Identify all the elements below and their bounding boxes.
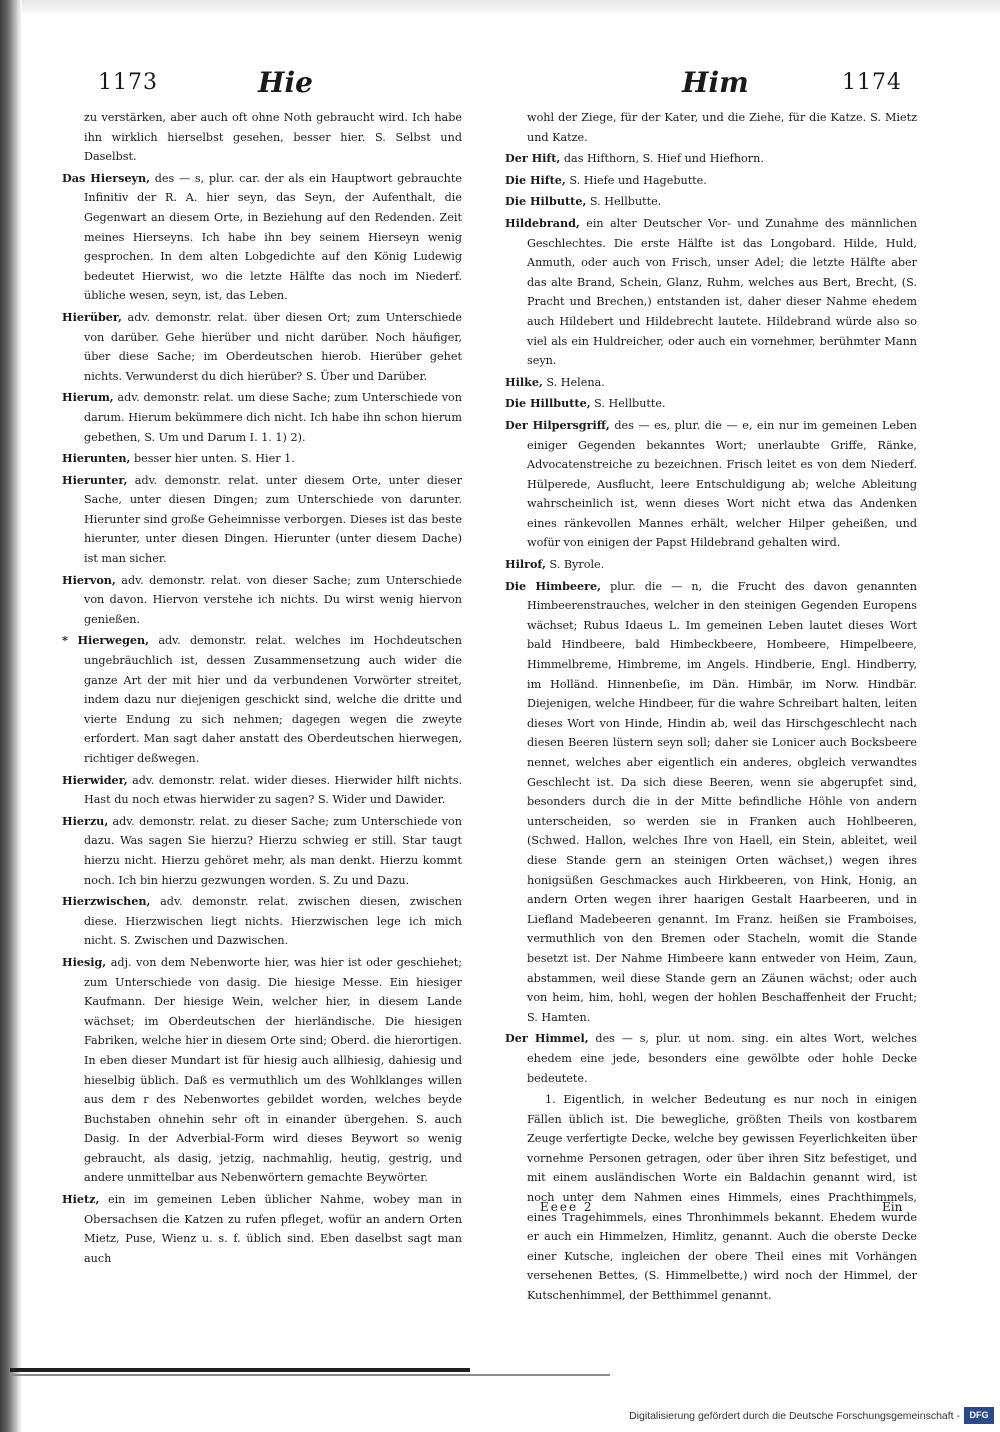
- entry-text: ein alter Deutscher Vor- und Zunahme des männlichen Geschlechtes. Die erste Hälfte ist das Longobard. Hilde, Huld, Anmuth, oder auch von Frisch, unser Adel; die letzte Hälfte aber das alte Brand, Schein, Glanz, Ruhm, welches aus Bert, Brecht, (S. Pracht und Brechen,) entstanden ist, daher dieser Nahme ehedem auch Hildebert und Hildebrecht lautete. Hildebrand würde also so viel als ein Huldreicher, oder auch ein vornehmer, berühmter Mann seyn.: [527, 216, 917, 368]
- right-running-head: Him: [682, 66, 749, 99]
- dictionary-entry: [505, 149, 917, 169]
- entry-headword: Hiesig,: [62, 954, 107, 969]
- right-column: [505, 108, 917, 1308]
- entry-text: zu verstärken, aber auch oft ohne Noth gebraucht wird. Ich habe ihn wirklich hierselbst gesehen, besser hier. S. Selbst und Daselbst.: [84, 111, 462, 164]
- entry-headword: Hierzwischen,: [62, 894, 151, 909]
- entry-text: adv. demonstr. relat. zwischen diesen, zwischen diese. Hierzwischen liegt nichts. Hierzwischen lege ich mich nicht. S. Zwischen und Dazwischen.: [84, 895, 462, 948]
- dfg-logo: DFG: [964, 1407, 994, 1424]
- entry-text: besser hier unten. S. Hier 1.: [130, 452, 295, 466]
- left-running-head: Hie: [258, 66, 313, 99]
- dictionary-entry: [62, 449, 462, 469]
- entry-headword: Der Himmel,: [505, 1031, 589, 1046]
- entry-text: wohl der Ziege, für der Kater, und die Ziehe, für die Katze. S. Mietz und Katze.: [527, 111, 917, 144]
- scan-top-shadow: [0, 0, 1000, 18]
- dictionary-entry: [505, 373, 917, 393]
- entry-headword: Hietz,: [62, 1192, 100, 1207]
- entry-text: S. Hellbutte.: [590, 397, 666, 411]
- dictionary-entry: [62, 1190, 462, 1268]
- entry-headword: Hierum,: [62, 390, 114, 405]
- dictionary-entry: [62, 771, 462, 810]
- dictionary-entry: [62, 953, 462, 1188]
- dictionary-entry: [505, 214, 917, 371]
- dictionary-entry: [505, 416, 917, 553]
- entry-headword: * Hierwegen,: [62, 633, 150, 648]
- entry-headword: Hierzu,: [62, 813, 109, 828]
- dictionary-entry: [62, 812, 462, 890]
- dictionary-entry: [505, 192, 917, 212]
- entry-continuation: [62, 108, 462, 167]
- entry-text: 1. Eigentlich, in welcher Bedeutung es nur noch in einigen Fällen üblich ist. Die bewegliche, größten Theils von kostbarem Zeuge verfertigte Decke, welche bey gewissen Feyerlichkeiten über vornehme Personen getragen, oder über ihren Sitz befestiget, und mit einem ausländischen Worte ein Baldachin genannt wird, ist noch unter dem Nahmen eines Himmels, eines Prachthimmels, eines Tragehimmels, eines Thronhimmels bekannt. Ehedem wurde er auch ein Himmelzen, Himlitz, genannt. Auch die oberste Decke einer Kutsche, ingleichen der obere Theil eines mit Vorhängen versehenen Bettes, (S. Himmelbette,) wird noch der Himmel, der Kutschenhimmel, der Betthimmel genannt.: [527, 1093, 917, 1303]
- entry-headword: Die Himbeere,: [505, 578, 602, 593]
- right-page-number: 1174: [842, 70, 902, 95]
- entry-continuation: [505, 108, 917, 147]
- entry-text: des — s, plur. car. der als ein Hauptwort gebrauchte Infinitiv der R. A. hier seyn, das Seyn, der Aufenthalt, die Gegenwart an diesem Orte, in Beziehung auf den Redenden. Zeit meines Hierseyns. Ich habe ihn bey seinem Hierseyn wenig gesprochen. In dem alten Lobgedichte auf den König Ludewig bedeutet Hierwist, wo die letzte Hälfte das noch im Niederf. übliche wesen, seyn, ist, das Leben.: [84, 171, 462, 303]
- dictionary-entry: [62, 169, 462, 306]
- dictionary-entry: [505, 555, 917, 575]
- dictionary-entry: [62, 388, 462, 447]
- signature-mark: Eeee 2: [540, 1200, 594, 1214]
- dictionary-entry: [62, 571, 462, 630]
- entry-headword: Die Hifte,: [505, 172, 566, 187]
- left-column: [62, 108, 462, 1270]
- bottom-scan-rule-faint: [10, 1374, 610, 1376]
- entry-paragraph: [505, 1090, 917, 1306]
- entry-text: adv. demonstr. relat. zu dieser Sache; zum Unterschiede von dazu. Was sagen Sie hierzu? Hierzu schwieg er still. Star taugt hierzu nicht. Hierzu gehöret mehr, als man denkt. Hierzu kommt noch. Ich bin hierzu gezwungen worden. S. Zu und Dazu.: [84, 814, 462, 887]
- entry-text: plur. die — n, die Frucht des davon genannten Himbeerenstrauches, welcher in den steinigen Gegenden Europens wächset; Rubus Idaeus L. Im gemeinen Leben lautet dieses Wort bald Hindbeere, bald Himbeckbeere, Hombeere, Himpelbeere, Himmelbreme, Himbreme, im Angels. Hindberie, Engl. Hindberry, im Holländ. Hinnenbeſie, im Dän. Himbär, im Norw. Hindbär. Diejenigen, welche Hindbeer, für die wahre Schreibart halten, leiten dieses Wort von Hinde, Hindin ab, weil das Hirschgeschlecht nach diesen Beeren lüstern seyn soll; daher sie Lonicer auch Bocksbeere nennet, welches aber eigentlich ein anderes, obgleich verwandtes Geschlecht ist. Da sich diese Beeren, wenn sie abgerupfet sind, besonders durch die in der Mitte befindliche Höhle von andern unterscheiden, so werden sie in Franken auch Hohlbeeren, (Schwed. Hallon, welches Ihre von Haell, ein Stein, ableitet, weil diese Stande gern an steinigen Orten wächset,) wegen ihres honigsüßen Geschmackes auch Hirkbeeren, von Hink, Honig, an andern Orten wegen ihrer haarigen Gestalt Haarbeeren, und in Liefland Madebeeren genannt. Im Franz. heißen sie Framboises, vermuthlich von den Bremen oder Stacheln, womit die Stande besetzt ist. Der Nahme Himbeere kann entweder von Heim, Zaun, abstammen, weil diese Stande gern an Zäunen wächst; oder auch von heim, him, hohl, wegen der hohlen Beschaffenheit der Frucht; S. Hamten.: [527, 579, 917, 1024]
- entry-text: S. Hiefe und Hagebutte.: [565, 173, 707, 187]
- entry-text: adv. demonstr. relat. über diesen Ort; zum Unterschiede von darüber. Gehe hierüber und nicht darüber. Noch häufiger, über diese Sache; im Oberdeutschen hierob. Hierüber gehet nichts. Verwunderst du dich hierüber? S. Über und Darüber.: [84, 310, 462, 383]
- catchword: Ein: [882, 1200, 903, 1214]
- entry-text: adj. von dem Nebenworte hier, was hier ist oder geschiehet; zum Unterschiede von dasig. Die hiesige Messe. Ein hiesiger Kaufmann. Der hiesige Wein, welcher hier, in diesem Lande wächset; im Oberdeutschen der hierländische. Die hiesigen Fabriken, welche hier in diesem Orte sind; Oberd. die hierortigen. In eben dieser Mundart ist für hiesig auch allhiesig, dahiesig und hieselbig üblich. Daß es vermuthlich um des Wohlklanges willen aus dem r des Nebenwortes gebildet worden, welches beyde Buchstaben ohnehin sehr oft in einander übergehen. S. auch Dasig. In der Adverbial-Form wird dieses Beywort so wenig gebraucht, als dasig, jetzig, nachmahlig, heutig, gestrig, und andere unmittelbar aus Nebenwörtern gemachte Beywörter.: [84, 955, 462, 1185]
- entry-text: des — es, plur. die — e, ein nur im gemeinen Leben einiger Gegenden bekanntes Wort; unerlaubte Griffe, Ränke, Advocatenstreiche zu bezeichnen. Frisch leitet es von dem Niederf. Hülperede, Ausflucht, leere Entschuldigung ab; welche Ableitung wahrscheinlich ist, wenn dieses Wort nicht etwa das Andenken eines ränkevollen Mannes erhält, welcher Hilper geheißen, und wofür von einigen der Papst Hildebrand gehalten wird.: [527, 418, 918, 550]
- entry-headword: Hierüber,: [62, 309, 122, 324]
- entry-text: adv. demonstr. relat. welches im Hochdeutschen ungebräuchlich ist, dessen Zusammensetzung auch wider die ganze Art der mit hier und da verbundenen Vorwörter streitet, indem dazu nur diejenigen geschickt sind, welche die dritte und vierte Endung zu sich nehmen; dagegen wegen die zweyte erfordert. Man sagt daher anstatt des Oberdeutschen hierwegen, richtiger deßwegen.: [84, 634, 462, 765]
- entry-headword: Hiervon,: [62, 572, 116, 587]
- entry-text: adv. demonstr. relat. von dieser Sache; zum Unterschiede von davon. Hiervon verstehe ich nichts. Du wirst wenig hiervon genießen.: [84, 573, 462, 626]
- entry-headword: Die Hilbutte,: [505, 194, 587, 209]
- entry-headword: Hierwider,: [62, 772, 128, 787]
- entry-headword: Das Hierseyn,: [62, 170, 151, 185]
- entry-text: adv. demonstr. relat. um diese Sache; zum Unterschiede von darum. Hierum bekümmere dich nicht. Ich habe ihn schon hierum gebethen, S. Um und Darum I. 1. 1) 2).: [84, 391, 462, 444]
- dictionary-entry: [62, 308, 462, 386]
- entry-headword: Hierunten,: [62, 451, 131, 466]
- dictionary-entry: [505, 1029, 917, 1088]
- dictionary-entry: [505, 394, 917, 414]
- entry-text: ein im gemeinen Leben üblicher Nahme, wobey man in Obersachsen die Katzen zu rufen pfleget, wofür an andern Orten Mietz, Puse, Wienz u. s. f. üblich sind. Eben daselbst sagt man auch: [84, 1193, 462, 1265]
- entry-text: S. Helena.: [542, 375, 605, 389]
- dictionary-entry: [62, 471, 462, 569]
- entry-headword: Hilrof,: [505, 557, 546, 572]
- dictionary-entry: [62, 892, 462, 951]
- bottom-scan-rule: [10, 1368, 470, 1372]
- entry-text: des — s, plur. ut nom. sing. ein altes Wort, welches ehedem eine jede, besonders eine gewölbte oder hohle Decke bedeutete.: [527, 1032, 917, 1085]
- entry-headword: Die Hillbutte,: [505, 396, 591, 411]
- entry-headword: Hildebrand,: [505, 215, 580, 230]
- dictionary-entry: [62, 631, 462, 768]
- entry-headword: Hierunter,: [62, 472, 128, 487]
- entry-text: S. Hellbutte.: [586, 195, 662, 209]
- entry-text: adv. demonstr. relat. unter diesem Orte, unter dieser Sache, unter diesen Dingen; zum Unterschiede von darunter. Hierunter sind große Geheimnisse verborgen. Dieses ist das beste hierunter, unter diesen Dingen. Hierunter (unter diesem Dache) ist man sicher.: [84, 473, 462, 566]
- left-page-number: 1173: [98, 70, 158, 95]
- entry-headword: Der Hilpersgriff,: [505, 417, 610, 432]
- scan-binding-edge: [0, 0, 22, 1432]
- dictionary-entry: [505, 577, 917, 1028]
- entry-text: adv. demonstr. relat. wider dieses. Hierwider hilft nichts. Hast du noch etwas hierwider zu sagen? S. Wider und Dawider.: [84, 773, 462, 807]
- entry-headword: Der Hift,: [505, 151, 561, 166]
- entry-text: das Hifthorn, S. Hief und Hiefhorn.: [560, 152, 764, 166]
- entry-headword: Hilke,: [505, 374, 543, 389]
- digitization-credit: Digitalisierung gefördert durch die Deutsche Forschungsgemeinschaft -: [629, 1410, 960, 1422]
- entry-text: S. Byrole.: [545, 558, 605, 572]
- dictionary-entry: [505, 171, 917, 191]
